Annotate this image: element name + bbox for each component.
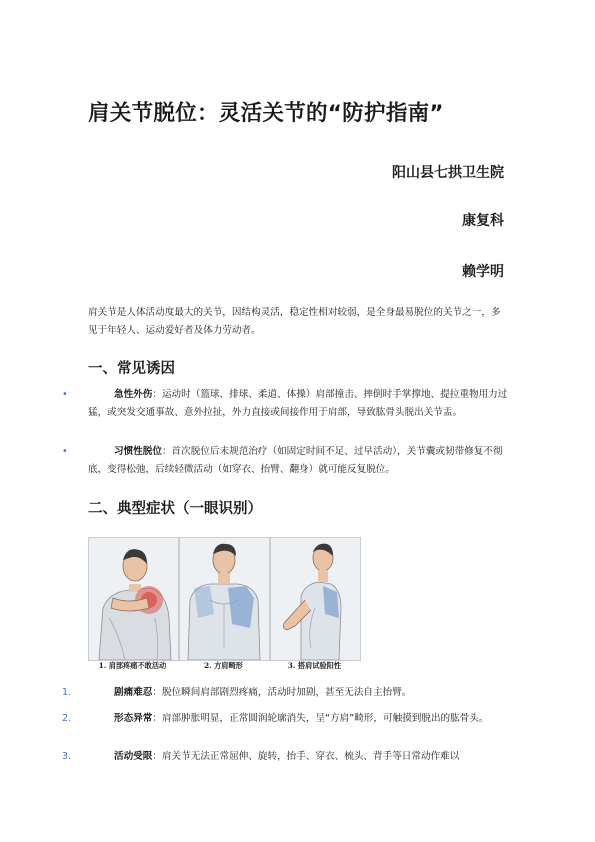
list-item-text: ：首次脱位后未规范治疗（如固定时间不足、过早活动），关节囊或韧带修复不彻底，变得松弛，后续轻微活动（如穿衣、抬臂、翻身）就可能反复脱位。 [88,446,503,475]
illustration-caption: 1. 肩部疼痛不敢活动 [98,661,167,670]
list-item-text: ：脱位瞬间肩部剧烈疼痛，活动时加剧，甚至无法自主抬臂。 [152,687,412,698]
illustration-panel-shoulder-test [270,537,361,661]
organization-name: 阳山县七拱卫生院 [392,165,504,181]
list-item-text: ：肩部肿胀明显，正常圆润轮廓消失，呈“方肩”畸形，可触摸到脱出的肱骨头。 [152,713,489,724]
list-item [62,386,508,422]
department-name: 康复科 [462,213,504,229]
list-item-term: 形态异常 [114,713,153,724]
document-title: 肩关节脱位：灵活关节的“防护指南” [88,101,444,126]
bullet-marker: • [62,446,68,457]
author-name: 赖学明 [462,264,504,280]
list-item [62,710,508,728]
symptom-illustration [88,537,360,673]
list-item-term: 急性外伤 [114,389,153,400]
bullet-marker: • [62,389,68,400]
square-shoulder-figure-icon [180,538,269,660]
shoulder-test-figure-icon [271,538,360,660]
illustration-panel-square-shoulder [179,537,270,661]
list-item [62,443,508,479]
list-number: 1. [62,687,72,698]
illustration-caption: 2. 方肩畸形 [204,661,243,670]
pain-figure-icon [89,538,178,660]
list-item-text: ：运动时（篮球、排球、柔道、体操）肩部撞击、摔倒时手掌撑地、提拉重物用力过猛，或突发交通事故、意外拉扯，外力直接或间接作用于肩部，导致肱骨头脱出关节盂。 [88,389,508,418]
section-heading-symptoms: 二、典型症状（一眼识别） [88,501,262,517]
list-item-text: ：肩关节无法正常屈伸、旋转，抬手、穿衣、梳头、背手等日常动作难以 [152,751,460,762]
list-number: 3. [62,751,72,762]
illustration-panel-pain [88,537,179,661]
intro-paragraph: 肩关节是人体活动度最大的关节，因结构灵活，稳定性相对较弱，是全身最易脱位的关节之一，多见于年轻人、运动爱好者及体力劳动者。 [88,307,501,336]
list-item-term: 活动受限 [114,751,153,762]
illustration-caption: 3. 搭肩试验阳性 [287,661,342,670]
list-item [62,748,508,766]
list-item [62,684,508,702]
list-number: 2. [62,713,72,724]
list-item-term: 习惯性脱位 [114,446,162,457]
section-heading-causes: 一、常见诱因 [88,361,175,377]
list-item-term: 剧痛难忍 [114,687,153,698]
